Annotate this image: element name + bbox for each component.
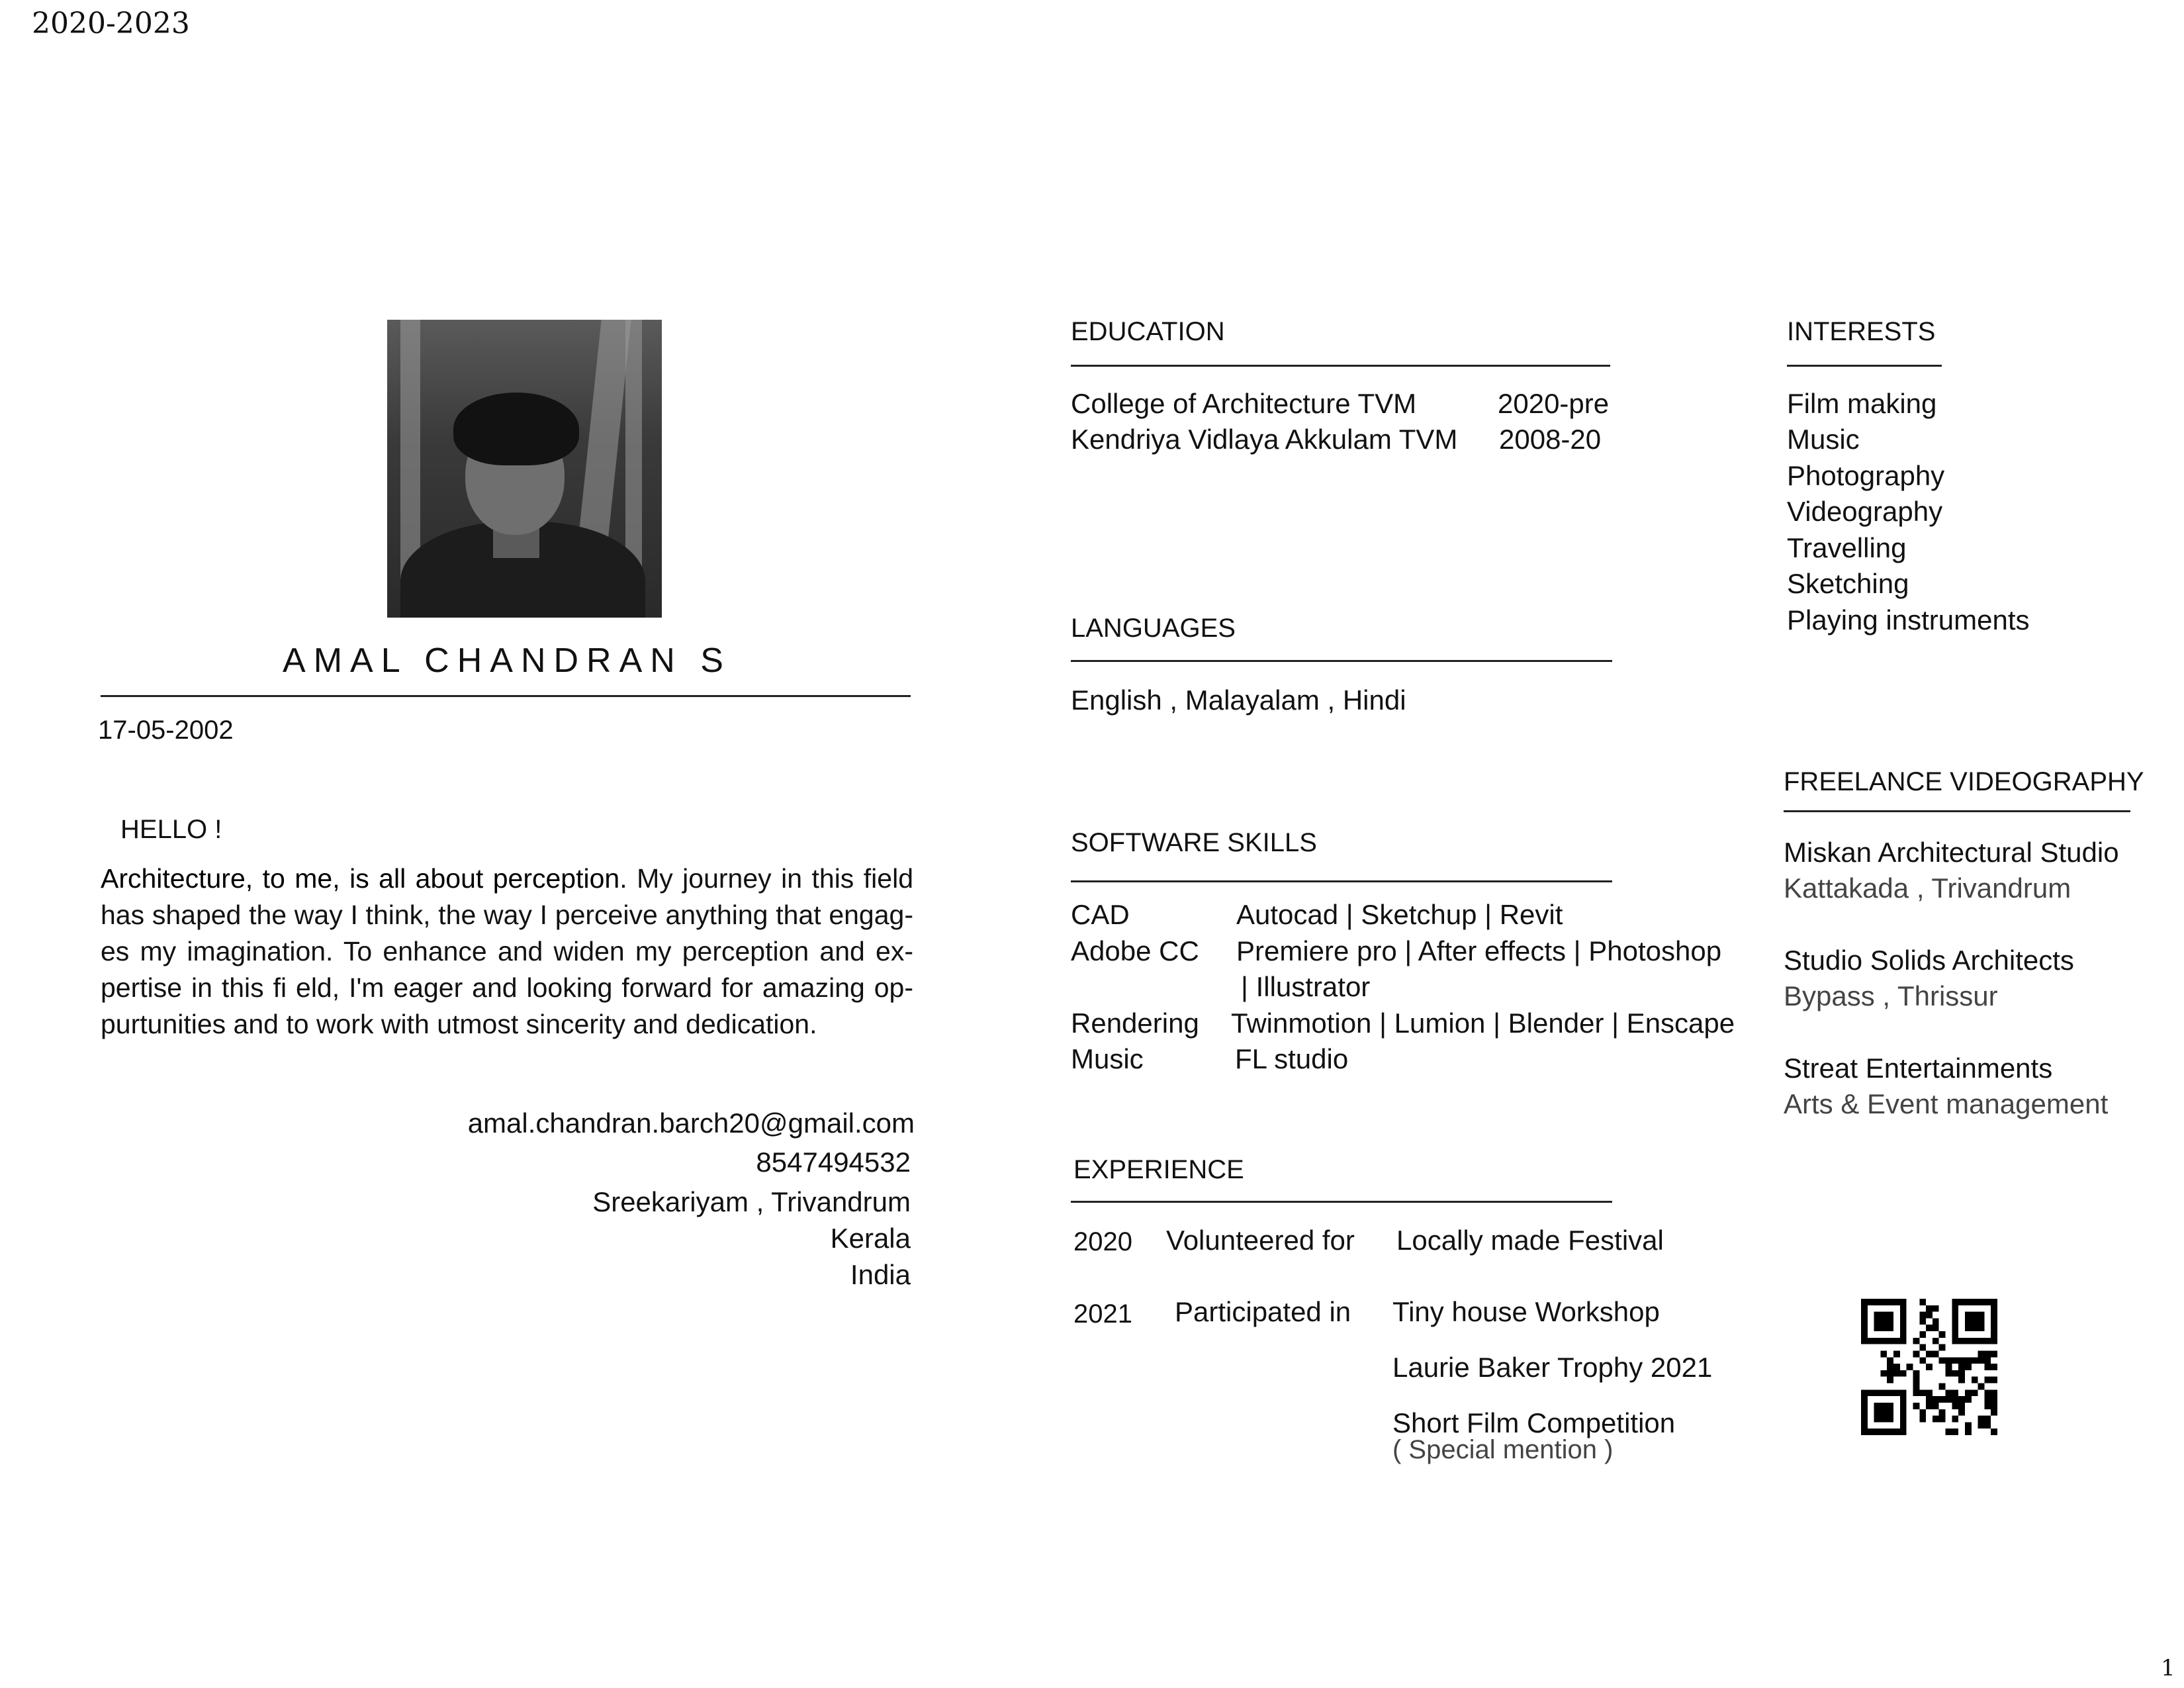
phone: 8547494532 [756,1147,911,1178]
experience-year: 2021 [1073,1299,1132,1329]
freelance-place: Kattakada , Trivandrum [1784,872,2071,904]
bio-paragraph [101,861,913,1043]
experience-event: Locally made Festival [1396,1225,1664,1256]
interest-item: Music [1787,424,1860,455]
address-line: India [850,1259,911,1290]
experience-heading: EXPERIENCE [1073,1155,1244,1184]
education-school: Kendriya Vidlaya Akkulam TVM [1071,424,1458,455]
software-category: CAD [1071,899,1130,930]
software-tools: Premiere pro | After effects | Photoshop [1236,935,1722,966]
education-years: 2008-20 [1499,424,1602,455]
interest-item: Videography [1787,496,1943,527]
languages-heading: LANGUAGES [1071,614,1236,643]
software-heading: SOFTWARE SKILLS [1071,828,1317,857]
freelance-client: Studio Solids Architects [1784,945,2074,976]
interest-item: Playing instruments [1787,604,2030,635]
software-category: Adobe CC [1071,935,1199,966]
interests-divider [1787,365,1942,367]
freelance-place: Bypass , Thrissur [1784,980,1998,1011]
interest-item: Photography [1787,460,1945,491]
experience-event: Tiny house Workshop [1392,1296,1660,1327]
experience-role: Participated in [1175,1296,1351,1327]
greeting: HELLO ! [120,815,222,844]
years-label: 2020-2023 [32,7,190,40]
experience-event: Short Film Competition [1392,1407,1676,1438]
freelance-client: Streat Entertainments [1784,1053,2053,1084]
software-category: Rendering [1071,1008,1199,1039]
qr-code [1861,1299,1997,1435]
languages-value: English , Malayalam , Hindi [1071,684,1406,716]
software-category: Music [1071,1043,1144,1074]
date-of-birth: 17-05-2002 [98,716,234,745]
interests-heading: INTERESTS [1787,317,1936,346]
address-line: Kerala [830,1223,911,1254]
interest-item: Sketching [1787,568,1909,599]
interest-item: Travelling [1787,532,1907,563]
name-divider [101,695,911,697]
education-years: 2020-pre [1498,388,1610,419]
experience-role: Volunteered for [1166,1225,1355,1256]
bio-lead: Architecture, to me, is all about perception [101,863,620,894]
software-tools-cont: | Illustrator [1241,971,1371,1002]
bio-rest: . My journey in this field has shaped the way I think, the way I perceive anything that engag-es my imagination. To enhance and widen my perception and ex-pertise in this fi eld, I'm eager and looking forward for amazing op-purtunities and to work with utmost sincerity and dedication. [101,863,913,1039]
experience-note: ( Special mention ) [1392,1435,1614,1464]
software-divider [1071,880,1612,882]
software-tools: Twinmotion | Lumion | Blender | Enscape [1231,1008,1735,1039]
software-tools: FL studio [1235,1043,1349,1074]
freelance-client: Miskan Architectural Studio [1784,837,2119,868]
email: amal.chandran.barch20@gmail.com [467,1107,915,1139]
experience-year: 2020 [1073,1227,1132,1256]
education-heading: EDUCATION [1071,317,1225,346]
interest-item: Film making [1787,388,1937,419]
profile-name: AMAL CHANDRAN S [283,641,731,680]
languages-divider [1071,660,1612,662]
address-line: Sreekariyam , Trivandrum [592,1186,911,1217]
freelance-heading: FREELANCE VIDEOGRAPHY [1784,767,2144,796]
freelance-divider [1784,810,2130,812]
experience-event: Laurie Baker Trophy 2021 [1392,1352,1713,1383]
education-school: College of Architecture TVM [1071,388,1417,419]
profile-photo [387,320,662,618]
education-divider [1071,365,1610,367]
page-number: 1 [2161,1655,2175,1681]
experience-divider [1071,1201,1612,1203]
freelance-place: Arts & Event management [1784,1088,2109,1119]
software-tools: Autocad | Sketchup | Revit [1236,899,1563,930]
